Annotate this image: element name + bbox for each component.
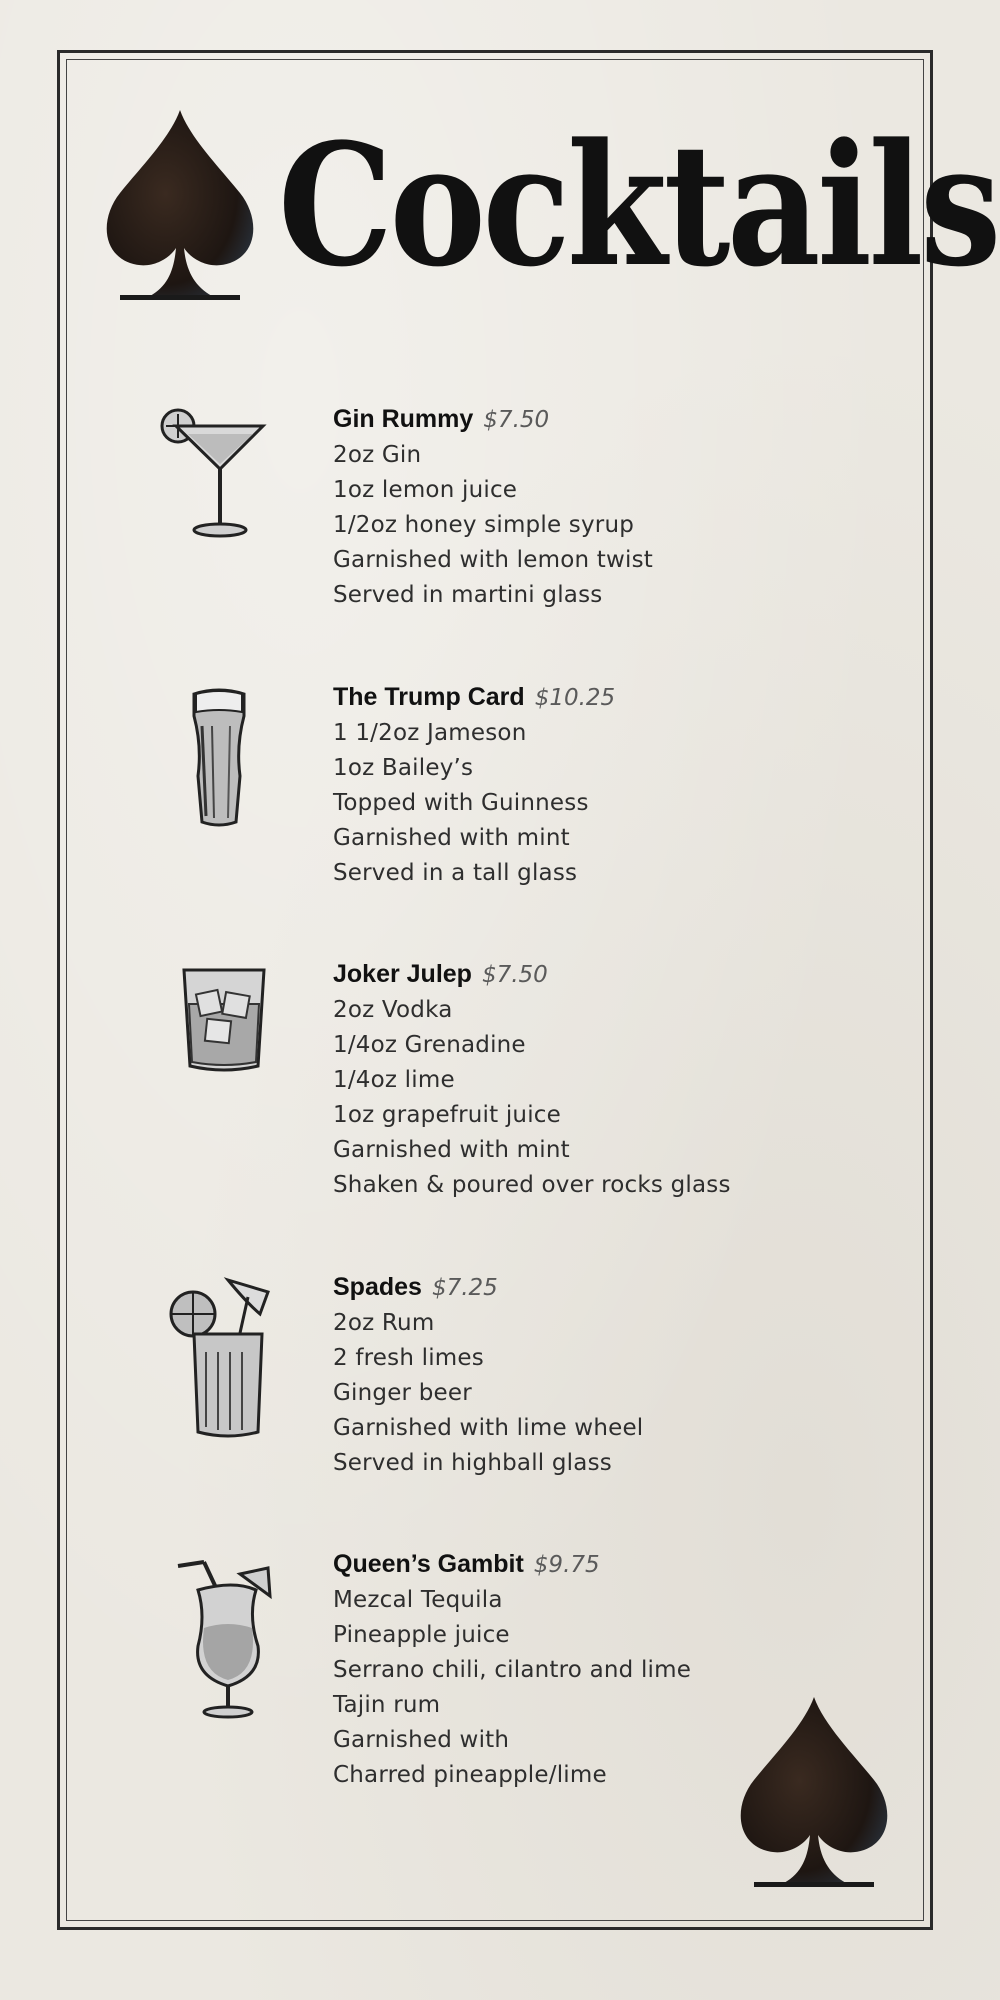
cocktail-spades	[333, 1270, 893, 1481]
cocktail-name: Queen’s Gambit	[333, 1550, 524, 1578]
ingredient-line: Tajin rum	[333, 1692, 441, 1718]
cocktail-name: Spades	[333, 1273, 422, 1301]
ingredient-line: Shaken & poured over rocks glass	[333, 1172, 731, 1198]
ingredient-line: Garnished with	[333, 1727, 510, 1753]
martini-glass-icon	[158, 404, 268, 539]
cocktail-price: $9.75	[533, 1552, 600, 1578]
ingredient-line: 2oz Rum	[333, 1310, 435, 1336]
cocktail-price: $7.50	[481, 962, 548, 988]
cocktail-price: $10.25	[534, 685, 616, 711]
spade-icon	[734, 1695, 894, 1890]
ingredient-line: 2 fresh limes	[333, 1345, 484, 1371]
rocks-glass-icon	[180, 964, 268, 1074]
hurricane-glass-icon	[176, 1558, 276, 1720]
cocktail-name: Gin Rummy	[333, 405, 474, 433]
ingredient-line: Mezcal Tequila	[333, 1587, 503, 1613]
ingredient-line: 1/4oz lime	[333, 1067, 455, 1093]
ingredient-line: 2oz Gin	[333, 442, 422, 468]
spade-icon	[100, 108, 260, 303]
ingredient-line: 1oz lemon juice	[333, 477, 518, 503]
ingredient-line: Pineapple juice	[333, 1622, 510, 1648]
ingredient-line: Garnished with lime wheel	[333, 1415, 644, 1441]
ingredient-line: Served in a tall glass	[333, 860, 578, 886]
ingredient-line: 1/4oz Grenadine	[333, 1032, 526, 1058]
cocktail-name: Joker Julep	[333, 960, 472, 988]
ingredient-line: Served in martini glass	[333, 582, 603, 608]
cocktail-price: $7.50	[483, 407, 550, 433]
ingredient-line: Ginger beer	[333, 1380, 472, 1406]
cocktail-name: The Trump Card	[333, 683, 525, 711]
cocktail-price: $7.25	[431, 1275, 498, 1301]
ingredient-line: 2oz Vodka	[333, 997, 453, 1023]
ingredient-line: 1/2oz honey simple syrup	[333, 512, 635, 538]
ingredient-line: Garnished with mint	[333, 825, 570, 851]
menu-title: Cocktails	[278, 106, 998, 304]
ingredient-line: 1oz Bailey’s	[333, 755, 474, 781]
ingredient-line: Garnished with mint	[333, 1137, 570, 1163]
ingredient-line: Charred pineapple/lime	[333, 1762, 607, 1788]
ingredient-line: 1oz grapefruit juice	[333, 1102, 561, 1128]
cocktail-gin-rummy	[333, 402, 893, 613]
cocktail-joker-julep	[333, 957, 893, 1203]
pint-glass-icon	[188, 686, 250, 830]
ingredient-line: Served in highball glass	[333, 1450, 612, 1476]
ingredient-line: 1 1/2oz Jameson	[333, 720, 527, 746]
ingredient-line: Garnished with lemon twist	[333, 547, 653, 573]
cocktail-trump-card	[333, 680, 893, 891]
ingredient-line: Serrano chili, cilantro and lime	[333, 1657, 692, 1683]
highball-glass-icon	[168, 1272, 288, 1442]
ingredient-line: Topped with Guinness	[333, 790, 589, 816]
